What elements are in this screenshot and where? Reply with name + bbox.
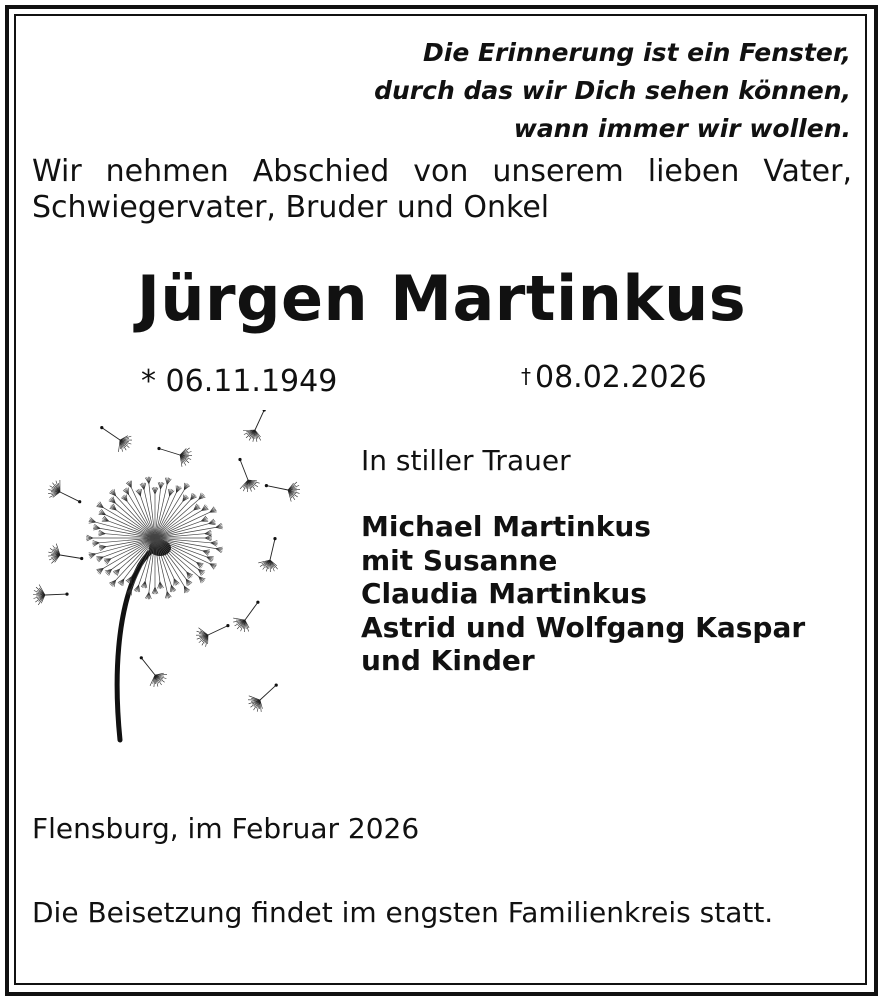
mourner-name: mit Susanne xyxy=(361,543,558,577)
deceased-name: Jürgen Martinkus xyxy=(136,262,747,335)
mourner-name: Michael Martinkus xyxy=(361,510,651,543)
memorial-quote xyxy=(374,34,851,148)
mourner-name: und Kinder xyxy=(361,644,535,677)
cross-symbol: † xyxy=(521,364,531,388)
quote-line-3: wann immer wir wollen. xyxy=(513,114,851,143)
death-date-line xyxy=(521,360,707,395)
intro-text: Wir nehmen Abschied von unserem lieben Vater, Schwiegervater, Bruder und Onkel xyxy=(32,154,852,225)
mourner-name: Claudia Martinkus xyxy=(361,577,647,610)
quote-line-2: durch das wir Dich sehen können, xyxy=(374,76,851,105)
mourner-name: Astrid und Wolfgang Kaspar xyxy=(361,610,806,644)
birth-date: * 06.11.1949 xyxy=(141,364,338,399)
death-date: 08.02.2026 xyxy=(535,360,707,395)
place-and-date: Flensburg, im Februar 2026 xyxy=(32,812,420,845)
mourning-heading: In stiller Trauer xyxy=(361,444,571,477)
quote-line-1: Die Erinnerung ist ein Fenster, xyxy=(423,38,851,67)
mourner-list xyxy=(361,510,805,678)
dandelion-icon xyxy=(30,410,330,750)
funeral-note: Die Beisetzung findet im engsten Familienkreis statt. xyxy=(32,896,774,929)
